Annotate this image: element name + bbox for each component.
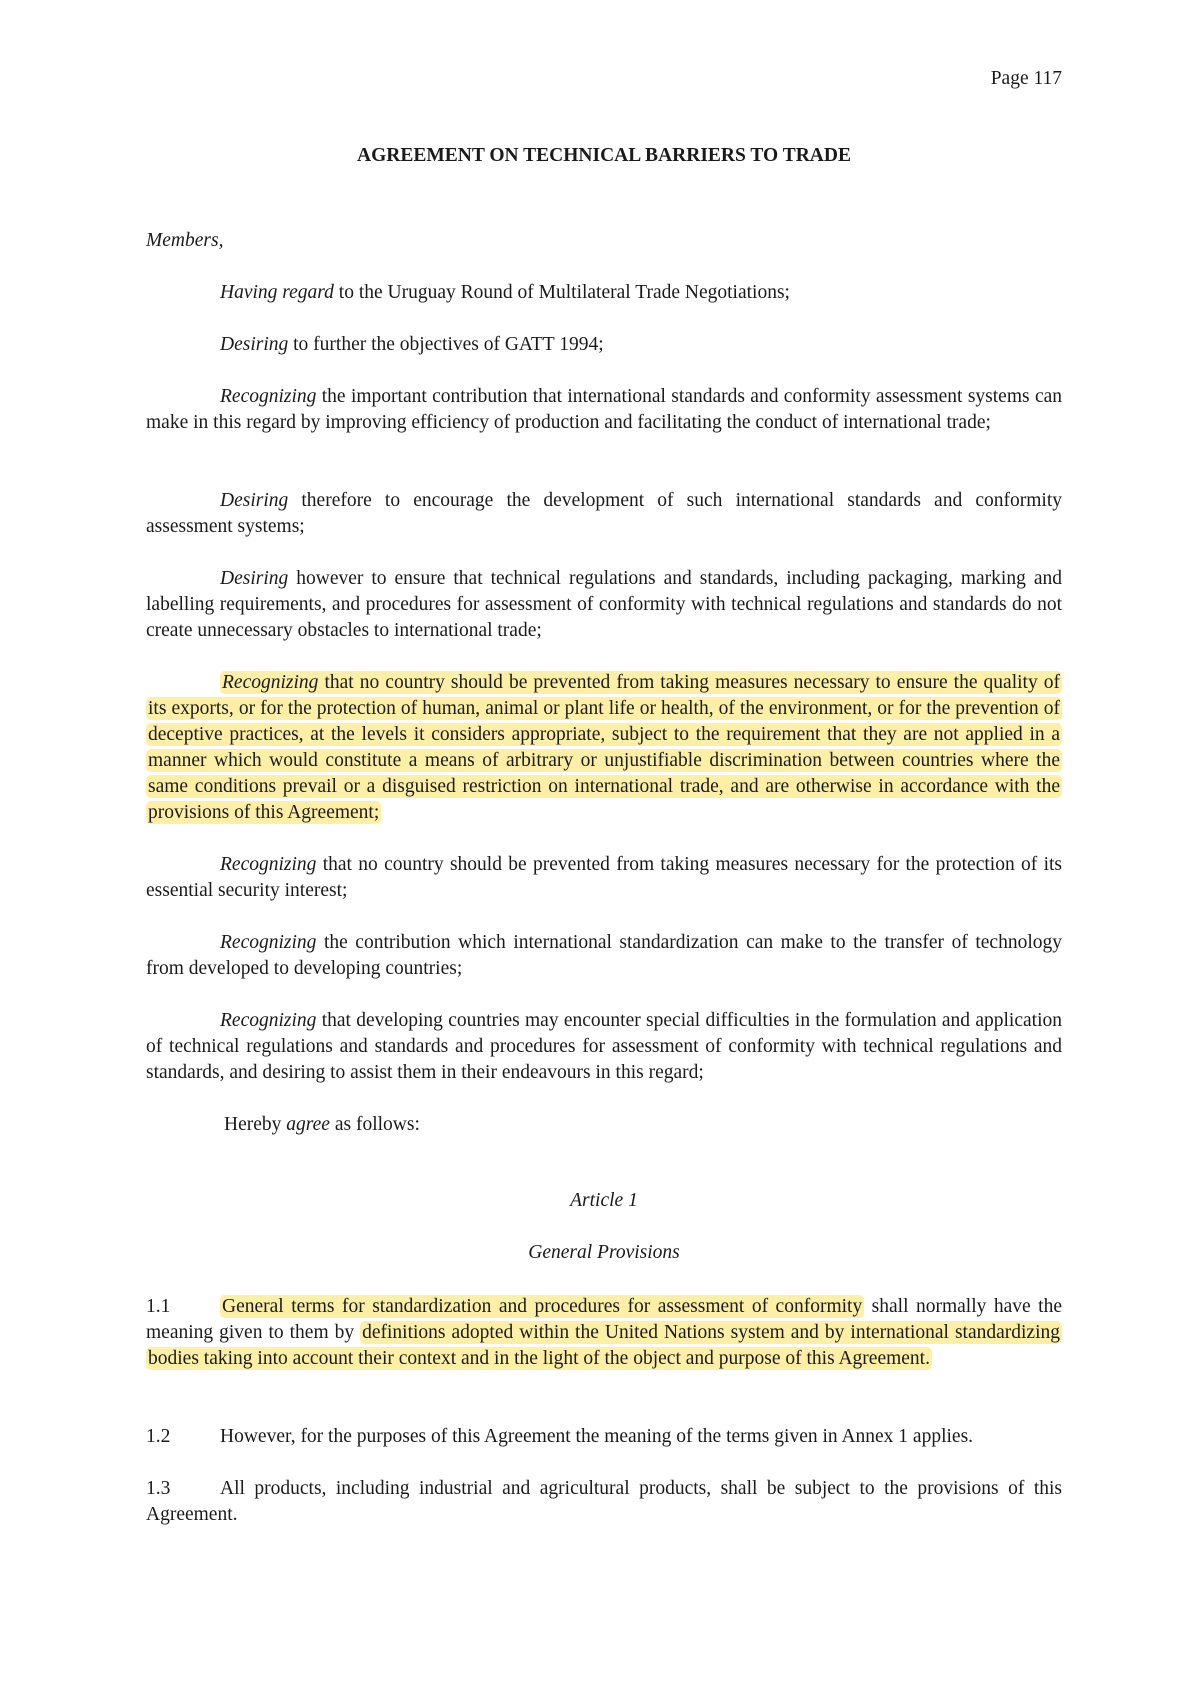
preamble-paragraph [146, 280, 1062, 306]
preamble-text: however to ensure that technical regulations and standards, including packaging, marking and labelling requirements, and procedures for assessment of conformity with technical regulations and standards do not create unnecessary obstacles to international trade; [146, 568, 1062, 641]
highlighted-preamble-paragraph [146, 670, 1062, 826]
preamble-text: to the Uruguay Round of Multilateral Trade Negotiations; [333, 282, 790, 303]
preamble-text: the important contribution that international standards and conformity assessment systems can make in this regard by improving efficiency of production and facilitating the conduct of international trade; [146, 386, 1062, 433]
preamble-paragraph [146, 384, 1062, 436]
article-paragraph-1-2 [146, 1424, 1062, 1450]
paragraph-number: 1.3 [146, 1478, 171, 1499]
paragraph-text: All products, including industrial and agricultural products, shall be subject to the provisions of this Agreement. [146, 1478, 1062, 1525]
paragraph-number: 1.1 [146, 1296, 171, 1317]
article-subheading: General Provisions [528, 1242, 680, 1263]
preamble-paragraph [146, 332, 1062, 358]
preamble-paragraph [146, 488, 1062, 540]
preamble-lead: Recognizing [220, 854, 317, 875]
article-paragraph-1-1 [146, 1294, 1062, 1372]
paragraph-number: 1.2 [146, 1426, 171, 1447]
preamble-lead: Desiring [220, 334, 289, 355]
members-heading: Members, [146, 230, 224, 251]
highlight: General terms for standardization and procedures for assessment of conformity [222, 1296, 863, 1317]
preamble-text: to further the objectives of GATT 1994; [288, 334, 604, 355]
highlight: definitions adopted within the United Nations system and by international standardizing bodies taking into account their context and in the light of the object and purpose of this Agreement. [148, 1322, 1060, 1369]
preamble-paragraph [146, 930, 1062, 982]
preamble-paragraph [146, 852, 1062, 904]
agree-emphasis: agree [286, 1114, 330, 1135]
page-number: Page 117 [990, 68, 1062, 89]
preamble-lead: Recognizing [220, 932, 317, 953]
preamble-lead: Recognizing [220, 386, 317, 407]
article-heading: Article 1 [570, 1190, 638, 1211]
paragraph-text: However, for the purposes of this Agreement the meaning of the terms given in Annex 1 applies. [220, 1426, 974, 1447]
preamble-text: that developing countries may encounter special difficulties in the formulation and application of technical regulations and standards and procedures for assessment of conformity with technical regulations and standards, and desiring to assist them in their endeavours in this regard; [146, 1010, 1062, 1083]
preamble-paragraph [146, 566, 1062, 644]
article-paragraph-1-3 [146, 1476, 1062, 1528]
preamble-paragraph [146, 1008, 1062, 1086]
preamble-text: that no country should be prevented from taking measures necessary for the protection of its essential security interest; [146, 854, 1062, 901]
preamble-lead: Recognizing [220, 1010, 317, 1031]
agree-pre: Hereby [224, 1114, 287, 1135]
preamble-text: the contribution which international standardization can make to the transfer of technology from developed to developing countries; [146, 932, 1062, 979]
preamble-lead: Having regard [220, 282, 334, 303]
preamble-text: that no country should be prevented from taking measures necessary to ensure the quality of its exports, or for the protection of human, animal or plant life or health, of the environment, or for the prevention of deceptive practices, at the levels it considers appropriate, subject to the requirement that they are not applied in a manner which would constitute a means of arbitrary or unjustifiable discrimination between countries where the same conditions prevail or a disguised restriction on international trade, and are otherwise in accordance with the provisions of this Agreement; [148, 672, 1060, 823]
agree-post: as follows: [329, 1114, 420, 1135]
paragraph-text: shall normally have the meaning given to them by [146, 1296, 1062, 1343]
highlight [146, 671, 1062, 824]
preamble-lead: Desiring [220, 490, 289, 511]
agree-clause [146, 1112, 1062, 1138]
preamble-text: therefore to encourage the development of such international standards and conformity assessment systems; [146, 490, 1062, 537]
preamble-lead: Desiring [220, 568, 289, 589]
document-title: AGREEMENT ON TECHNICAL BARRIERS TO TRADE [357, 145, 851, 166]
preamble-lead: Recognizing [222, 672, 319, 693]
